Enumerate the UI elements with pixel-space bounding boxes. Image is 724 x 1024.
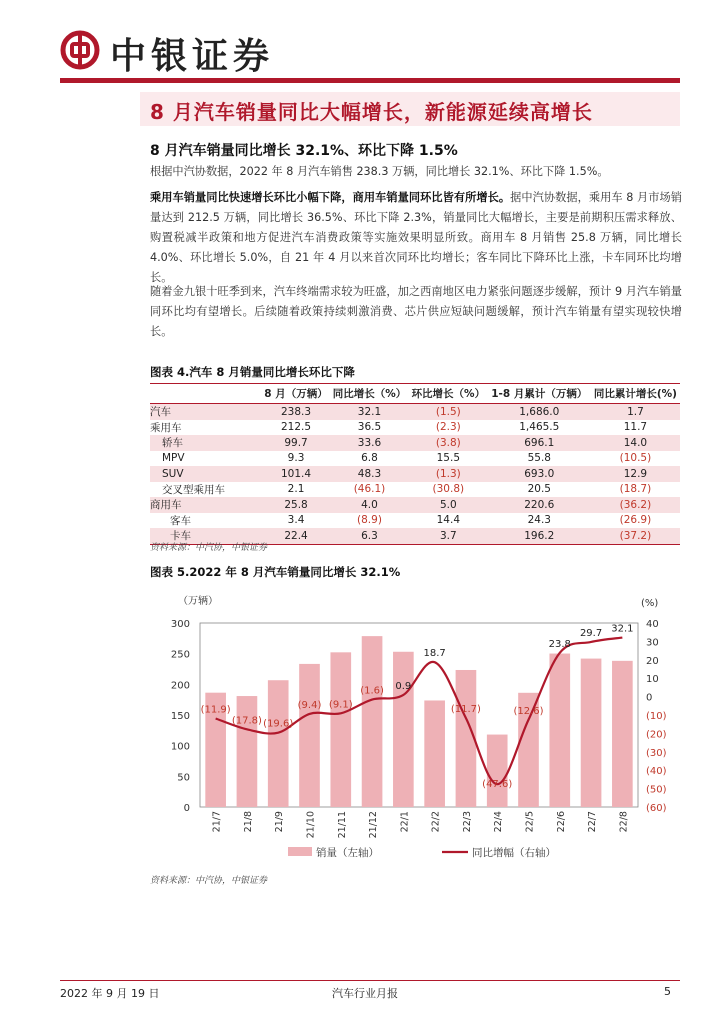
table-cell: (8.9) bbox=[357, 514, 382, 527]
table-cell: (26.9) bbox=[619, 514, 652, 527]
left-tick-label: 100 bbox=[170, 741, 190, 753]
table-cell: (46.1) bbox=[353, 483, 386, 496]
yoy-data-label: (11.7) bbox=[450, 704, 481, 716]
right-tick-label: (40) bbox=[646, 766, 667, 778]
sales-chart bbox=[150, 585, 680, 867]
table-cell: 3.7 bbox=[409, 528, 488, 544]
table-cell: 6.8 bbox=[361, 452, 378, 465]
yoy-data-label: 29.7 bbox=[579, 627, 603, 639]
sales-bar bbox=[487, 735, 508, 807]
table-cell: 101.4 bbox=[262, 466, 330, 482]
sales-bar bbox=[581, 659, 602, 807]
bank-of-china-logo bbox=[60, 30, 100, 70]
table-cell: 20.5 bbox=[527, 483, 551, 496]
table-cell: 25.8 bbox=[262, 497, 330, 513]
right-tick-label: 20 bbox=[646, 655, 659, 667]
x-tick-label: 21/7 bbox=[211, 811, 223, 833]
row-label: 轿车 bbox=[150, 435, 262, 451]
table-cell: 14.0 bbox=[591, 435, 680, 451]
table-cell: 212.5 bbox=[281, 421, 312, 434]
table-cell: 36.5 bbox=[357, 421, 382, 434]
sales-bar bbox=[237, 696, 258, 807]
table-cell: 32.1 bbox=[330, 404, 409, 420]
yoy-data-label: (11.9) bbox=[200, 704, 231, 716]
brand-name: 中银证券 bbox=[110, 35, 275, 77]
row-label: 客车 bbox=[170, 514, 191, 527]
x-tick-label: 21/12 bbox=[368, 811, 380, 839]
row-label: SUV bbox=[150, 466, 262, 482]
table-cell: 99.7 bbox=[262, 435, 330, 451]
footer-date: 2022 年 9 月 19 日 bbox=[60, 987, 160, 1000]
table-cell: 693.0 bbox=[488, 466, 591, 482]
left-tick-label: 150 bbox=[170, 711, 190, 722]
table-body bbox=[150, 404, 680, 545]
left-tick-label: 200 bbox=[170, 680, 190, 692]
x-tick-label: 22/2 bbox=[430, 811, 442, 833]
left-tick-label: 250 bbox=[170, 649, 190, 661]
row-label: 交叉型乘用车 bbox=[162, 483, 225, 496]
left-tick-label: 300 bbox=[170, 619, 190, 630]
table-row bbox=[150, 497, 680, 513]
yoy-data-label: (47.6) bbox=[482, 779, 513, 791]
table-cell: 11.7 bbox=[623, 421, 648, 434]
table-row bbox=[150, 435, 680, 451]
table-cell: 9.3 bbox=[287, 452, 305, 465]
table-cell: 3.4 bbox=[287, 514, 305, 527]
right-tick-label: 40 bbox=[646, 619, 659, 630]
right-tick-label: (50) bbox=[646, 784, 667, 796]
table-cell: 5.0 bbox=[409, 497, 488, 513]
yoy-data-label: (9.1) bbox=[328, 699, 353, 711]
table-cell: 12.9 bbox=[591, 466, 680, 482]
yoy-data-label: (17.8) bbox=[231, 715, 262, 727]
yoy-data-label: (1.6) bbox=[360, 685, 384, 697]
row-label: MPV bbox=[162, 452, 185, 465]
header-divider bbox=[60, 78, 680, 83]
plot-frame bbox=[200, 623, 638, 807]
left-tick-label: 50 bbox=[177, 772, 190, 784]
x-tick-label: 21/10 bbox=[305, 811, 317, 839]
table-cell: 22.4 bbox=[262, 528, 330, 544]
table-header-cell bbox=[150, 384, 262, 404]
yoy-data-label: (12.6) bbox=[513, 705, 544, 717]
paragraph-summary: 根据中汽协数据，2022 年 8 月汽车销售 238.3 万辆，同比增长 32.1%、环比下降 1.5%。 bbox=[150, 165, 609, 178]
section-title: 8 月汽车销量同比大幅增长，新能源延续高增长 bbox=[150, 100, 593, 124]
sales-bar bbox=[393, 652, 414, 807]
table-cell: (2.3) bbox=[435, 421, 461, 434]
table-cell: 238.3 bbox=[262, 404, 330, 420]
table-header-row bbox=[150, 384, 680, 404]
yoy-data-label: 18.7 bbox=[423, 648, 446, 660]
sales-table bbox=[150, 383, 680, 545]
table-cell: 14.4 bbox=[436, 514, 461, 527]
right-tick-label: (20) bbox=[646, 729, 667, 741]
table-row bbox=[150, 451, 680, 467]
table-cell: 4.0 bbox=[330, 497, 409, 513]
sales-bar bbox=[612, 661, 633, 807]
sales-bar bbox=[362, 636, 383, 807]
table-cell: 24.3 bbox=[527, 514, 551, 527]
sales-bar bbox=[330, 652, 351, 807]
table-cell: 196.2 bbox=[488, 528, 591, 544]
table-cell: (3.8) bbox=[409, 435, 488, 451]
table-header-cell: 同比累计增长(%) bbox=[591, 384, 680, 404]
table-cell: 6.3 bbox=[330, 528, 409, 544]
table-cell: 15.5 bbox=[436, 452, 461, 465]
sales-bar bbox=[268, 680, 289, 807]
table-cell: 696.1 bbox=[488, 435, 591, 451]
table-header-cell: 8 月（万辆） bbox=[262, 384, 330, 404]
table-header-cell: 同比增长（%） bbox=[330, 384, 409, 404]
table-row bbox=[150, 404, 680, 420]
right-tick-label: 10 bbox=[646, 674, 659, 686]
table-cell: (10.5) bbox=[619, 452, 652, 465]
x-tick-label: 22/8 bbox=[618, 811, 630, 833]
x-tick-label: 21/11 bbox=[336, 811, 348, 839]
table-cell: (30.8) bbox=[432, 483, 465, 496]
right-tick-label: (10) bbox=[646, 711, 667, 722]
table-cell: (37.2) bbox=[591, 528, 680, 544]
row-label: 卡车 bbox=[150, 528, 262, 544]
table-row bbox=[150, 420, 680, 436]
page-number: 5 bbox=[664, 985, 671, 998]
sales-bar bbox=[424, 700, 445, 807]
yoy-data-label: (9.4) bbox=[297, 699, 322, 711]
x-tick-label: 22/6 bbox=[555, 811, 567, 833]
legend-bar-label: 销量（左轴） bbox=[316, 847, 379, 859]
subsection-heading: 8 月汽车销量同比增长 32.1%、环比下降 1.5% bbox=[150, 143, 458, 159]
chart-source: 资料来源：中汽协，中银证券 bbox=[150, 876, 268, 886]
table-cell: (36.2) bbox=[591, 497, 680, 513]
paragraph-outlook: 随着金九银十旺季到来，汽车终端需求较为旺盛，加之西南地区电力紧张问题逐步缓解，预计 9 月汽车销量同环比均有望增长。后续随着政策持续刺激消费、芯片供应短缺问题缓解，预计汽车销量有望实现较快增长。 bbox=[150, 285, 682, 338]
table-cell: (18.7) bbox=[619, 483, 652, 496]
right-axis-unit: (%) bbox=[641, 598, 659, 609]
x-tick-label: 22/7 bbox=[587, 811, 599, 833]
table-header-cell: 1-8 月累计（万辆） bbox=[488, 384, 591, 404]
sales-bar bbox=[299, 664, 320, 807]
paragraph-passenger-commercial bbox=[150, 188, 682, 288]
right-tick-label: 0 bbox=[646, 692, 653, 704]
table-source: 资料来源：中汽协，中银证券 bbox=[150, 543, 268, 553]
yoy-data-label: 23.8 bbox=[548, 638, 571, 650]
paragraph-body: 据中汽协数据，乘用车 8 月市场销量达到 212.5 万辆，同比增长 36.5%、环比下降 2.3%，销量同比大幅增长，主要是前期积压需求释放、购置税减半政策和地方促进汽车消费政策等实施效果明显所致。商用车 8 月销售 25.8 万辆，同比增长 4.0%、环比增长 5.0%，自 21 年 4 月以来首次同环比均增长；客车同比下降环比上涨，卡车同环比均增长。 bbox=[150, 191, 682, 284]
right-tick-label: (60) bbox=[646, 803, 667, 814]
legend-line-label: 同比增幅（右轴） bbox=[472, 847, 556, 859]
yoy-data-label: 0.9 bbox=[395, 680, 412, 692]
x-tick-label: 22/3 bbox=[461, 811, 473, 833]
footer-divider bbox=[60, 980, 680, 981]
footer-report-name: 汽车行业月报 bbox=[332, 987, 398, 1000]
table-cell: (1.3) bbox=[409, 466, 488, 482]
chart-caption: 图表 5.2022 年 8 月汽车销量同比增长 32.1% bbox=[150, 565, 401, 579]
table-row bbox=[150, 513, 680, 529]
yoy-data-label: (19.6) bbox=[263, 718, 294, 730]
left-axis-unit: （万辆） bbox=[178, 596, 218, 607]
legend-bar-swatch bbox=[288, 847, 312, 856]
table-cell: 33.6 bbox=[330, 435, 409, 451]
yoy-data-label: 32.1 bbox=[611, 623, 634, 635]
table-cell: 1.7 bbox=[591, 404, 680, 420]
left-tick-label: 0 bbox=[183, 803, 190, 814]
row-label: 商用车 bbox=[150, 497, 262, 513]
row-label: 汽车 bbox=[150, 404, 262, 420]
sales-bar bbox=[549, 654, 570, 807]
table-cell: 1,465.5 bbox=[519, 421, 560, 434]
table-cell: 48.3 bbox=[330, 466, 409, 482]
right-tick-label: (30) bbox=[646, 747, 667, 759]
table-cell: 220.6 bbox=[488, 497, 591, 513]
x-tick-label: 22/5 bbox=[524, 811, 536, 833]
table-cell: 55.8 bbox=[527, 452, 551, 465]
table-cell: 2.1 bbox=[287, 483, 305, 496]
x-tick-label: 21/8 bbox=[242, 811, 254, 833]
table-header-cell: 环比增长（%） bbox=[409, 384, 488, 404]
table-cell: 1,686.0 bbox=[488, 404, 591, 420]
table-row bbox=[150, 466, 680, 482]
row-label: 乘用车 bbox=[150, 421, 182, 434]
x-tick-label: 22/1 bbox=[399, 811, 411, 833]
right-tick-label: 30 bbox=[646, 637, 659, 649]
table-row bbox=[150, 482, 680, 498]
table-cell: (1.5) bbox=[409, 404, 488, 420]
paragraph-lead: 乘用车销量同比快速增长环比小幅下降，商用车销量同环比皆有所增长。 bbox=[150, 191, 511, 204]
table-caption: 图表 4.汽车 8 月销量同比增长环比下降 bbox=[150, 365, 355, 379]
x-tick-label: 22/4 bbox=[493, 811, 505, 833]
x-tick-label: 21/9 bbox=[274, 811, 286, 833]
